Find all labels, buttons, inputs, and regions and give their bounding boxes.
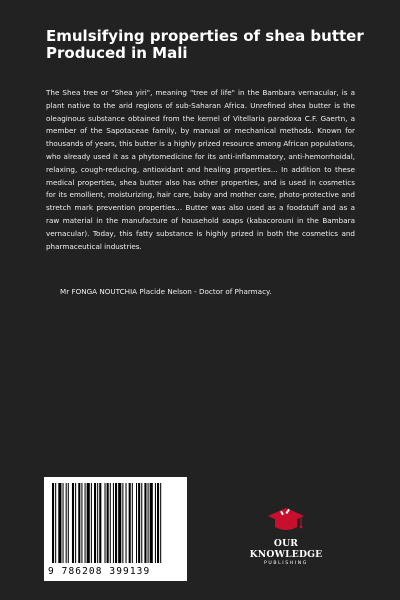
- graduation-cap-icon: [266, 506, 306, 536]
- barcode-bars: [52, 483, 180, 563]
- title-line-1: Emulsifying properties of shea butter: [46, 27, 364, 45]
- publisher-logo: [236, 506, 336, 570]
- author-line: Mr FONGA NOUTCHIA Placide Nelson - Doctor of Pharmacy.: [60, 287, 272, 296]
- isbn-barcode: [44, 477, 187, 581]
- title-line-2: Produced in Mali: [46, 44, 188, 62]
- book-title: [46, 28, 376, 62]
- isbn-number: 9 786208 399139: [48, 566, 151, 577]
- publisher-tagline: PUBLISHING: [264, 561, 308, 566]
- blurb-text: The Shea tree or "Shea yiri", meaning "tree of life" in the Bambara vernacular, is a plant native to the arid regions of sub-Saharan Africa. Unrefined shea butter is the oleaginous substance obtained from the kernel of Vitellaria paradoxa C.F. Gaertn, a member of the Sapotaceae family, by manual or mechanical methods. Known for thousands of years, this butter is a highly prized resource among African populations, who already used it as a phytomedicine for its anti-inflammatory, anti-hemorrhoidal, relaxing, cough-reducing, antioxidant and healing properties... In addition to these medical properties, shea butter also has other properties, and is used in cosmetics for its emollient, moisturizing, hair care, baby and mother care, photo-protective and stretch mark prevention properties... Butter was also used as a foodstuff and as a raw material in the manufacture of household soaps (kabacorouni in the Bambara vernacular). Today, this fatty substance is highly prized in both the cosmetics and pharmaceutical industries.: [46, 88, 355, 251]
- publisher-name: OUR KNOWLEDGE: [249, 538, 323, 560]
